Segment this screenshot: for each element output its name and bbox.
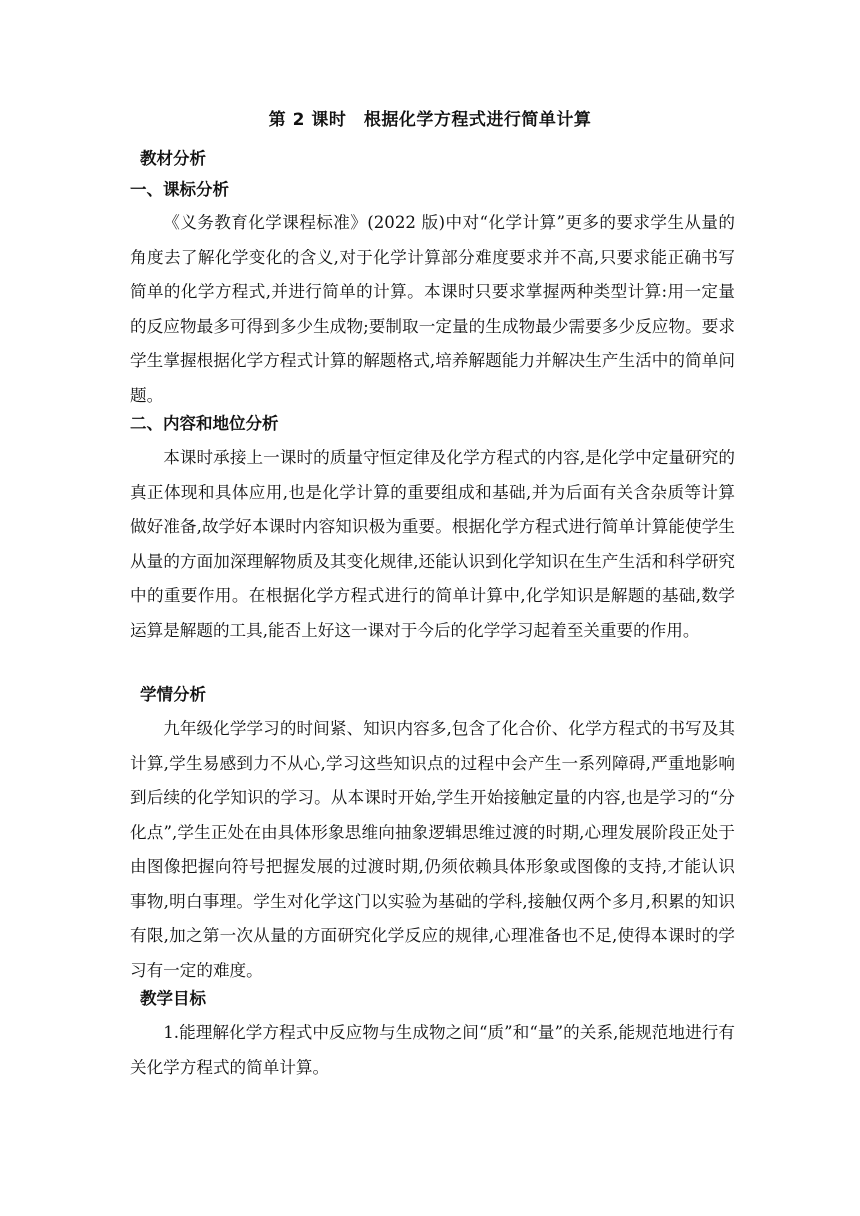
section-heading-textbook-analysis: 教材分析 — [140, 149, 206, 168]
subsection-heading-content-position: 二、内容和地位分析 — [130, 414, 279, 433]
paragraph-student-analysis: 九年级化学学习的时间紧、知识内容多,包含了化合价、化学方程式的书写及其计算,学生易感到力不从心,学习这些知识点的过程中会产生一系列障碍,严重地影响到后续的化学知识的学习。从本课时开始,学生开始接触定量的内容,也是学习的“分化点”,学生正处在由具体形象思维向抽象逻辑思维过渡的时期,心理发展阶段正处于由图像把握向符号把握发展的过渡时期,仍须依赖具体形象或图像的支持,才能认识事物,明白事理。学生对化学这门以实验为基础的学科,接触仅两个多月,积累的知识有限,加之第一次从量的方面研究化学反应的规律,心理准备也不足,使得本课时的学习有一定的难度。 — [130, 719, 735, 980]
section-heading-teaching-goals: 教学目标 — [140, 989, 206, 1008]
page-title: 第 2 课时 根据化学方程式进行简单计算 — [268, 110, 592, 130]
paragraph-content-position: 本课时承接上一课时的质量守恒定律及化学方程式的内容,是化学中定量研究的真正体现和具体应用,也是化学计算的重要组成和基础,并为后面有关含杂质等计算做好准备,故学好本课时内容知识极为重要。根据化学方程式进行简单计算能使学生从量的方面加深理解物质及其变化规律,还能认识到化学知识在生产生活和科学研究中的重要作用。在根据化学方程式进行的简单计算中,化学知识是解题的基础,数学运算是解题的工具,能否上好这一课对于今后的化学学习起着至关重要的作用。 — [130, 448, 735, 640]
subsection-heading-curriculum-analysis: 一、课标分析 — [130, 180, 229, 199]
section-heading-student-analysis: 学情分析 — [140, 685, 206, 704]
paragraph-teaching-goal-1: 1.能理解化学方程式中反应物与生成物之间“质”和“量”的关系,能规范地进行有关化学方程式的简单计算。 — [130, 1023, 735, 1077]
paragraph-curriculum-analysis: 《义务教育化学课程标准》(2022 版)中对“化学计算”更多的要求学生从量的角度去了解化学变化的含义,对于化学计算部分难度要求并不高,只要求能正确书写简单的化学方程式,并进行简单的计算。本课时只要求掌握两种类型计算:用一定量的反应物最多可得到多少生成物;要制取一定量的生成物最少需要多少反应物。要求学生掌握根据化学方程式计算的解题格式,培养解题能力并解决生产生活中的简单问题。 — [130, 213, 735, 405]
